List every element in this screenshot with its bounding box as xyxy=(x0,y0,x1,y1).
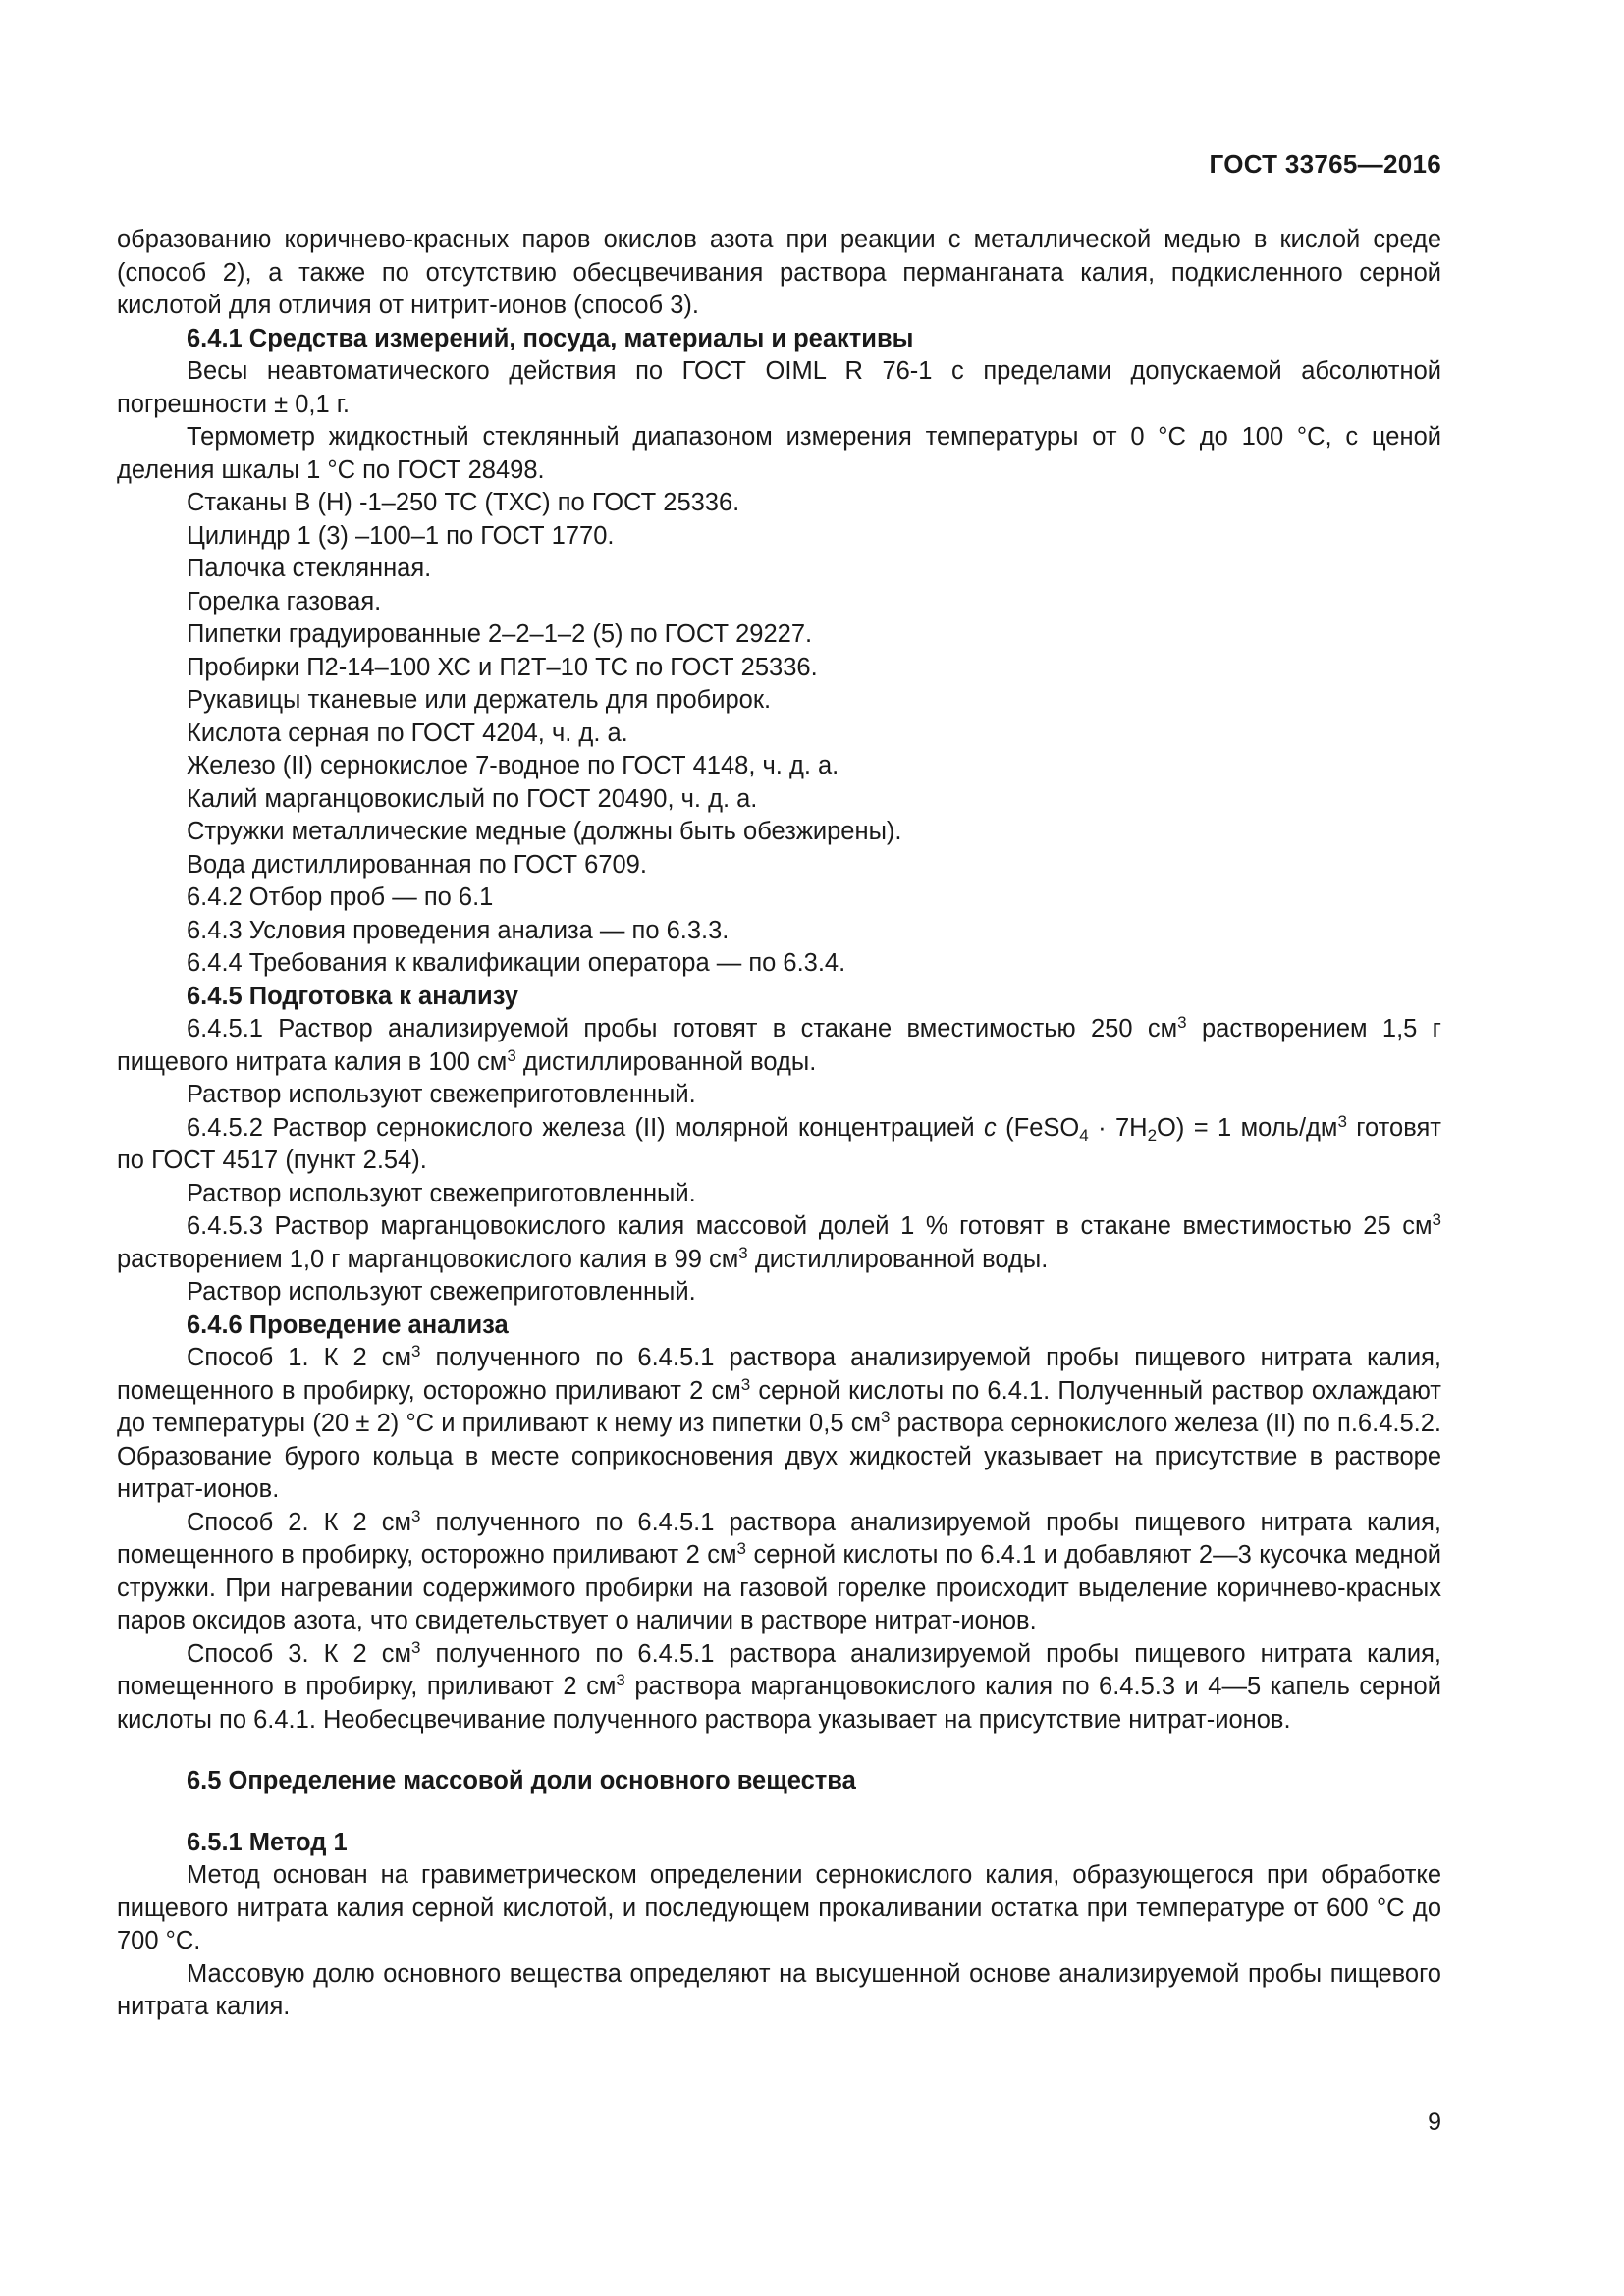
clause-6-4-5-2: 6.4.5.2 Раствор сернокислого железа (II) молярной концентрацией с (FeSO$_4$ · $7H_2O) = 1$ моль/$дм^3$ готовят по ГОСТ 4517 (пункт 2.54). xyxy=(117,1111,1441,1174)
fresh-note: Раствор используют свежеприготовленный. xyxy=(187,1179,696,1207)
list-item: Железо (II) сернокислое 7-водное по ГОСТ 4148, ч. д. а. xyxy=(187,752,839,779)
fresh-note: Раствор используют свежеприготовленный. xyxy=(187,1081,696,1108)
clause-6-4-4: 6.4.4 Требования к квалификации оператора — по 6.3.4. xyxy=(187,949,846,977)
fresh-note: Раствор используют свежеприготовленный. xyxy=(187,1278,696,1306)
document-code: ГОСТ 33765—2016 xyxy=(1209,149,1441,179)
list-item: Цилиндр 1 (3) –100–1 по ГОСТ 1770. xyxy=(187,521,615,550)
page-body xyxy=(117,224,1441,2024)
list-item: Вода дистиллированная по ГОСТ 6709. xyxy=(187,850,647,879)
list-item: Весы неавтоматического действия по ГОСТ OIML R 76-1 с пределами допускаемой абсолютной погрешности ± 0,1 г. xyxy=(117,357,1441,418)
method-2: Способ 2. К 2 $см^3$ полученного по 6.4.5.1 раствора анализируемой пробы пищевого нитрата калия, помещенного в пробирку, осторожно приливают 2 $см^3$ серной кислоты по 6.4.1 и добавляют 2—3 кусочка медной стружки. При нагревании содержимого пробирки на газовой горелке происходит выделение коричнево-красных паров оксидов азота, что свидетельствует о наличии в растворе нитрат-ионов. xyxy=(117,1506,1441,1634)
list-item: Стружки металлические медные (должны быть обезжирены). xyxy=(187,818,902,845)
method-1: Способ 1. К 2 $см^3$ полученного по 6.4.5.1 раствора анализируемой пробы пищевого нитрата калия, помещенного в пробирку, осторожно приливают 2 $см^3$ серной кислоты по 6.4.1. Полученный раствор охлаждают до температуры (20 ± 2) °С и приливают к нему из пипетки 0,5 $см^3$ раствора сернокислого железа (II) по п.6.4.5.2. Образование бурого кольца в месте соприкосновения двух жидкостей указывает на присутствие в растворе нитрат-ионов. xyxy=(117,1342,1441,1503)
list-item: Калий марганцовокислый по ГОСТ 20490, ч. д. а. xyxy=(187,784,758,813)
section-heading-6-5: 6.5 Определение массовой доли основного вещества xyxy=(187,1767,856,1794)
clause-6-4-3: 6.4.3 Условия проведения анализа — по 6.3.3. xyxy=(187,916,730,944)
list-item: Кислота серная по ГОСТ 4204, ч. д. а. xyxy=(187,719,628,747)
list-item: Рукавицы тканевые или держатель для пробирок. xyxy=(187,686,772,714)
spacer xyxy=(117,1736,1441,1765)
paragraph: Метод основан на гравиметрическом определении сернокислого калия, образующегося при обработке пищевого нитрата калия серной кислотой, и последующем прокаливании остатка при температуре от 600 °С до 700 °С. xyxy=(117,1861,1441,1954)
clause-6-4-5-1: 6.4.5.1 Раствор анализируемой пробы готовят в стакане вместимостью 250 $см^3$ растворением 1,5 г пищевого нитрата калия в 100 $см^3$ дистиллированной воды. xyxy=(117,1013,1441,1076)
page-number: 9 xyxy=(1428,2109,1441,2136)
clause-6-4-5-3: 6.4.5.3 Раствор марганцовокислого калия массовой долей 1 % готовят в стакане вместимостью 25 $см^3$ растворением 1,0 г марганцовокислого калия в 99 $см^3$ дистиллированной воды. xyxy=(117,1210,1441,1273)
paragraph: образованию коричнево-красных паров окислов азота при реакции с металлической медью в кислой среде (способ 2), а также по отсутствию обесцвечивания раствора перманганата калия, подкисленного серной кислотой для отличия от нитрит-ионов (способ 3). xyxy=(117,226,1441,319)
clause-6-4-2: 6.4.2 Отбор проб — по 6.1 xyxy=(187,883,494,911)
method-3: Способ 3. К 2 $см^3$ полученного по 6.4.5.1 раствора анализируемой пробы пищевого нитрата калия, помещенного в пробирку, приливают 2 $см^3$ раствора марганцовокислого калия по 6.4.5.3 и 4—5 капель серной кислоты по 6.4.1. Необесцвечивание полученного раствора указывает на присутствие нитрат-ионов. xyxy=(117,1637,1441,1734)
section-heading-6-4-5: 6.4.5 Подготовка к анализу xyxy=(187,982,518,1010)
list-item: Пипетки градуированные 2–2–1–2 (5) по ГОСТ 29227. xyxy=(187,620,813,648)
section-heading-6-5-1: 6.5.1 Метод 1 xyxy=(187,1828,348,1856)
list-item: Палочка стеклянная. xyxy=(187,555,432,582)
spacer xyxy=(117,1798,1441,1827)
list-item: Стаканы В (Н) -1–250 ТС (ТХС) по ГОСТ 25336. xyxy=(187,489,740,516)
list-item: Горелка газовая. xyxy=(187,587,382,615)
list-item: Пробирки П2-14–100 ХС и П2Т–10 ТС по ГОСТ 25336. xyxy=(187,653,818,681)
list-item: Термометр жидкостный стеклянный диапазоном измерения температуры от 0 °С до 100 °С, с ценой деления шкалы 1 °С по ГОСТ 28498. xyxy=(117,423,1441,484)
section-heading-6-4-1: 6.4.1 Средства измерений, посуда, материалы и реактивы xyxy=(187,324,914,352)
paragraph: Массовую долю основного вещества определяют на высушенной основе анализируемой пробы пищевого нитрата калия. xyxy=(117,1959,1441,2020)
section-heading-6-4-6: 6.4.6 Проведение анализа xyxy=(187,1310,509,1339)
